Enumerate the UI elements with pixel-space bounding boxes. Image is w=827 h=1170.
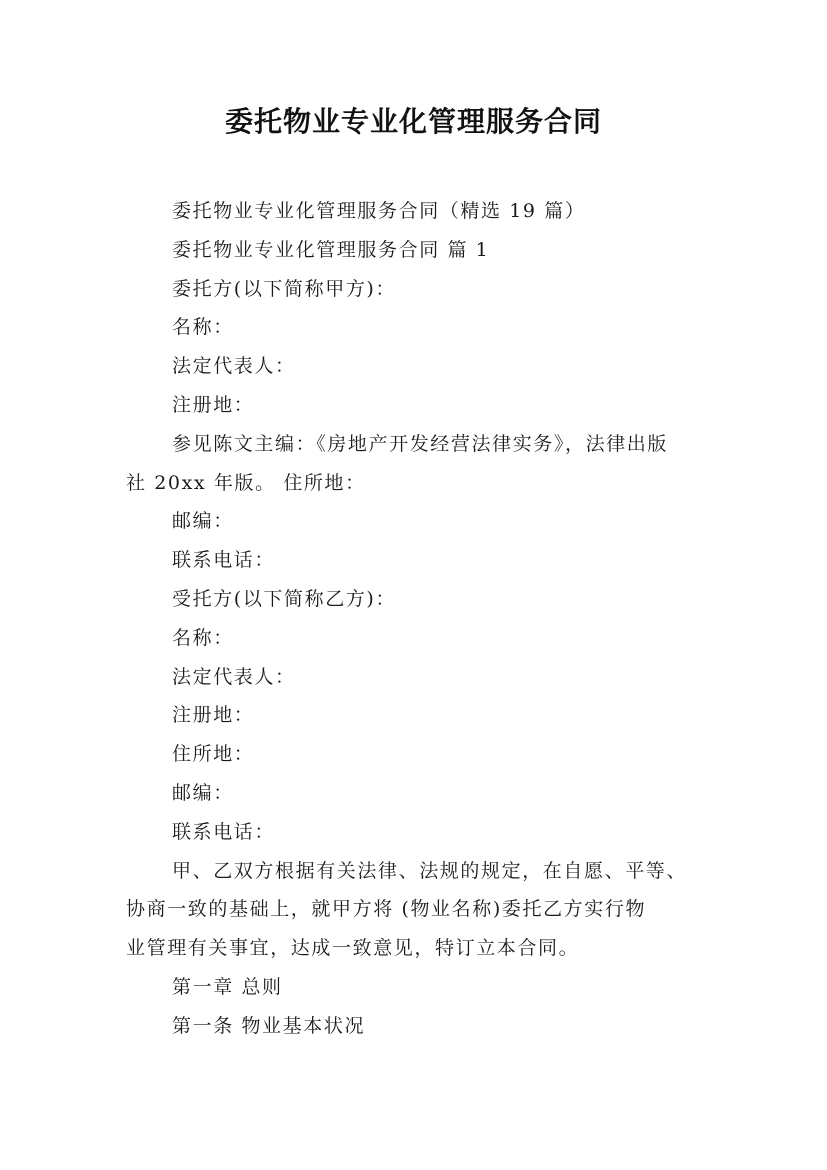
paragraph-party-a-heading: 委托方(以下简称甲方)： [172,277,397,300]
paragraph-party-b-heading: 受托方(以下简称乙方)： [172,587,397,610]
paragraph-reference-note-line-2: 社 20xx 年版。 住所地： [126,471,366,494]
paragraph-party-b-registered-address: 注册地： [172,704,255,727]
paragraph-party-a-name: 名称： [172,316,234,339]
paragraph-article-1: 第一条 物业基本状况 [172,1014,366,1037]
document-title: 委托物业专业化管理服务合同 [224,105,602,138]
paragraph-party-b-representative: 法定代表人： [172,665,296,688]
paragraph-agreement-intro-line-3: 业管理有关事宜，达成一致意见，特订立本合同。 [126,937,580,960]
paragraph-party-b-postcode: 邮编： [172,781,234,804]
paragraph-party-a-representative: 法定代表人： [172,355,296,378]
paragraph-party-a-registered-address: 注册地： [172,393,255,416]
paragraph-agreement-intro [126,852,708,968]
paragraph-party-b-name: 名称： [172,626,234,649]
paragraph-agreement-intro-line-2: 协商一致的基础上，就甲方将 (物业名称)委托乙方实行物 [126,898,647,921]
paragraph-reference-note-line-1: 参见陈文主编：《房地产开发经营法律实务》，法律出版 [172,432,669,455]
paragraph-party-b-phone: 联系电话： [172,820,276,843]
paragraph-party-a-phone: 联系电话： [172,549,276,572]
document-body [126,192,708,1046]
paragraph-agreement-intro-line-1: 甲、乙双方根据有关法律、法规的规定，在自愿、平等、 [172,859,688,882]
paragraph-party-b-address: 住所地： [172,743,255,766]
paragraph-subtitle: 委托物业专业化管理服务合同（精选 19 篇） [172,200,586,222]
paragraph-party-a-postcode: 邮编： [172,510,234,533]
paragraph-chapter-1: 第一章 总则 [172,975,283,998]
paragraph-reference-note [126,425,708,503]
paragraph-section-heading: 委托物业专业化管理服务合同 篇 1 [172,238,490,261]
